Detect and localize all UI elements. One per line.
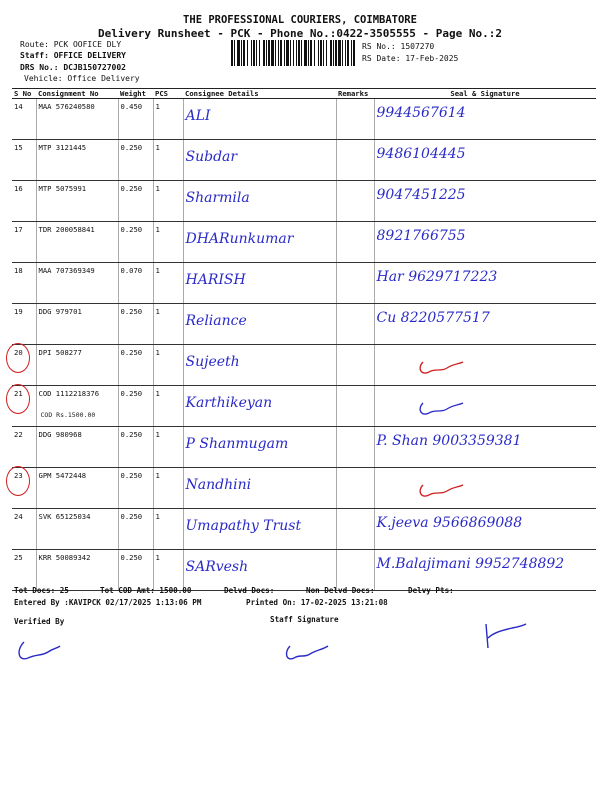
remarks xyxy=(336,140,374,181)
serial-number: 18 xyxy=(12,263,36,304)
rs-date: RS Date: 17-Feb-2025 xyxy=(362,54,459,63)
consignee-details: Nandhini xyxy=(183,468,336,509)
consignment-number: GPM 5472448 xyxy=(36,468,118,509)
route-info: Route: PCK OOFICE DLY xyxy=(20,40,122,49)
consignee-details: SARvesh xyxy=(183,550,336,591)
remarks xyxy=(336,345,374,386)
weight: 0.250 xyxy=(118,427,153,468)
verified-by-label: Verified By xyxy=(14,617,65,626)
consignment-number: TDR 200058841 xyxy=(36,222,118,263)
seal-signature: 9944567614 xyxy=(374,99,596,140)
delivery-staff-initial xyxy=(480,618,530,654)
serial-number: 19 xyxy=(12,304,36,345)
consignment-number: DDG 979701 xyxy=(36,304,118,345)
table-row xyxy=(12,140,596,181)
seal-signature: M.Balajimani 9952748892 xyxy=(374,550,596,591)
table-header-row xyxy=(12,89,596,99)
staff-info: Staff: OFFICE DELIVERY xyxy=(20,51,126,60)
handwritten-signature xyxy=(417,477,467,503)
serial-number: 20 xyxy=(12,345,36,386)
serial-number: 25 xyxy=(12,550,36,591)
consignment-number: COD 1112218376 COD Rs.1500.00 xyxy=(36,386,118,427)
pieces: 1 xyxy=(153,509,183,550)
consignment-number: MAA 707369349 xyxy=(36,263,118,304)
red-circle-mark xyxy=(6,343,30,373)
serial-number: 17 xyxy=(12,222,36,263)
remarks xyxy=(336,263,374,304)
col-header: Consignment No xyxy=(36,89,118,99)
runsheet-title: Delivery Runsheet - PCK - Phone No.:0422-3505555 - Page No.:2 xyxy=(98,27,502,40)
weight: 0.450 xyxy=(118,99,153,140)
pieces: 1 xyxy=(153,427,183,468)
weight: 0.250 xyxy=(118,345,153,386)
cod-amount: COD Rs.1500.00 xyxy=(40,411,96,419)
serial-number: 14 xyxy=(12,99,36,140)
delivery-points: Delvy Pts: xyxy=(408,586,454,595)
weight: 0.250 xyxy=(118,304,153,345)
pieces: 1 xyxy=(153,99,183,140)
weight: 0.250 xyxy=(118,181,153,222)
consignment-number: SVK 65125034 xyxy=(36,509,118,550)
vehicle-info: Vehicle: Office Delivery xyxy=(24,74,140,83)
pieces: 1 xyxy=(153,550,183,591)
consignment-number: KRR 50089342 xyxy=(36,550,118,591)
table-row xyxy=(12,427,596,468)
consignee-details: HARISH xyxy=(183,263,336,304)
remarks xyxy=(336,427,374,468)
seal-signature: P. Shan 9003359381 xyxy=(374,427,596,468)
seal-signature: Har 9629717223 xyxy=(374,263,596,304)
serial-number: 24 xyxy=(12,509,36,550)
remarks xyxy=(336,468,374,509)
weight: 0.250 xyxy=(118,468,153,509)
consignment-number: DDG 980968 xyxy=(36,427,118,468)
consignee-details: Sujeeth xyxy=(183,345,336,386)
serial-number: 23 xyxy=(12,468,36,509)
seal-signature: 9047451225 xyxy=(374,181,596,222)
serial-number: 15 xyxy=(12,140,36,181)
consignee-details: Sharmila xyxy=(183,181,336,222)
table-row xyxy=(12,345,596,386)
remarks xyxy=(336,181,374,222)
total-cod-amount: Tot COD Amt: 1500.00 xyxy=(100,586,192,595)
remarks xyxy=(336,386,374,427)
runsheet-table xyxy=(12,88,596,591)
seal-signature xyxy=(374,468,596,509)
table-row xyxy=(12,468,596,509)
pieces: 1 xyxy=(153,468,183,509)
weight: 0.250 xyxy=(118,386,153,427)
pieces: 1 xyxy=(153,345,183,386)
drs-number: DRS No.: DCJB150727002 xyxy=(20,63,126,72)
seal-signature xyxy=(374,345,596,386)
table-row xyxy=(12,99,596,140)
red-circle-mark xyxy=(6,466,30,496)
seal-signature: 8921766755 xyxy=(374,222,596,263)
table-row xyxy=(12,509,596,550)
consignment-number: DPI 508277 xyxy=(36,345,118,386)
remarks xyxy=(336,550,374,591)
col-header: S No xyxy=(12,89,36,99)
non-delivered-docs: Non Delvd Docs: xyxy=(306,586,375,595)
pieces: 1 xyxy=(153,140,183,181)
pieces: 1 xyxy=(153,181,183,222)
table-row xyxy=(12,304,596,345)
pieces: 1 xyxy=(153,263,183,304)
table-row xyxy=(12,386,596,427)
serial-number: 16 xyxy=(12,181,36,222)
weight: 0.070 xyxy=(118,263,153,304)
weight: 0.250 xyxy=(118,140,153,181)
seal-signature: Cu 8220577517 xyxy=(374,304,596,345)
verifier-signature xyxy=(14,632,64,666)
col-header: Weight xyxy=(118,89,153,99)
col-header: Remarks xyxy=(336,89,374,99)
consignee-details: Karthikeyan xyxy=(183,386,336,427)
entered-by: Entered By :KAVIPCK 02/17/2025 1:13:06 PM xyxy=(14,598,202,607)
company-name: THE PROFESSIONAL COURIERS, COIMBATORE xyxy=(183,14,417,26)
pieces: 1 xyxy=(153,386,183,427)
red-circle-mark xyxy=(6,384,30,414)
table-row xyxy=(12,550,596,591)
barcode-image xyxy=(231,40,355,66)
weight: 0.250 xyxy=(118,509,153,550)
table-row xyxy=(12,181,596,222)
consignee-details: P Shanmugam xyxy=(183,427,336,468)
remarks xyxy=(336,509,374,550)
delivered-docs: Delvd Docs: xyxy=(224,586,275,595)
printed-on: Printed On: 17-02-2025 13:21:08 xyxy=(246,598,388,607)
pieces: 1 xyxy=(153,222,183,263)
seal-signature: K.jeeva 9566869088 xyxy=(374,509,596,550)
col-header: PCS xyxy=(153,89,183,99)
col-header: Seal & Signature xyxy=(374,89,596,99)
seal-signature: 9486104445 xyxy=(374,140,596,181)
table-row xyxy=(12,263,596,304)
consignee-details: ALI xyxy=(183,99,336,140)
seal-signature xyxy=(374,386,596,427)
consignment-number: MTP 5075991 xyxy=(36,181,118,222)
serial-number: 21 xyxy=(12,386,36,427)
consignee-details: Subdar xyxy=(183,140,336,181)
total-docs: Tot Docs: 25 xyxy=(14,586,69,595)
remarks xyxy=(336,222,374,263)
remarks xyxy=(336,99,374,140)
handwritten-signature xyxy=(417,354,467,380)
consignment-number: MAA 576240580 xyxy=(36,99,118,140)
weight: 0.250 xyxy=(118,222,153,263)
consignment-number: MTP 3121445 xyxy=(36,140,118,181)
rs-number: RS No.: 1507270 xyxy=(362,42,435,51)
staff-signature-label: Staff Signature xyxy=(270,615,339,624)
consignee-details: Umapathy Trust xyxy=(183,509,336,550)
weight: 0.250 xyxy=(118,550,153,591)
consignee-details: Reliance xyxy=(183,304,336,345)
staff-signature xyxy=(282,636,332,666)
serial-number: 22 xyxy=(12,427,36,468)
handwritten-signature xyxy=(417,395,467,421)
pieces: 1 xyxy=(153,304,183,345)
table-row xyxy=(12,222,596,263)
col-header: Consignee Details xyxy=(183,89,336,99)
remarks xyxy=(336,304,374,345)
consignee-details: DHARunkumar xyxy=(183,222,336,263)
